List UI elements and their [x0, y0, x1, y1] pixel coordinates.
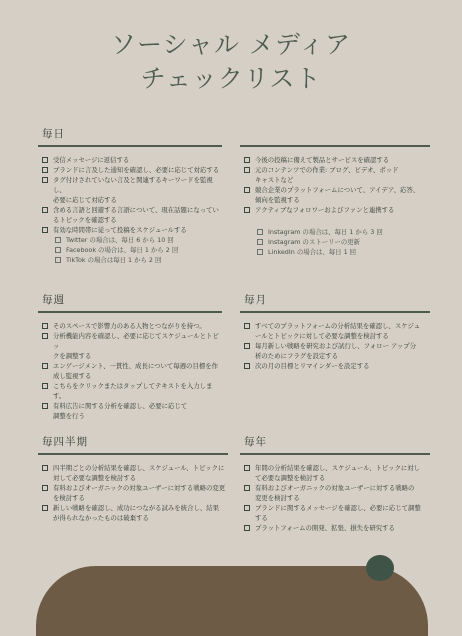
checkbox-icon[interactable] [42, 177, 48, 183]
section-divider [38, 311, 222, 313]
checkbox-icon[interactable] [42, 383, 48, 389]
checklist-item-continuation: るトピックを確認する [53, 216, 117, 224]
checklist-item-continuation: が得られなかったものは破棄する [53, 514, 149, 522]
section-heading-daily: 毎日 [42, 128, 65, 140]
daily-list [38, 155, 222, 265]
checklist-item[interactable]: 元のコンテンツでの作業: ブログ、ビデオ、ポッド [240, 165, 430, 175]
checklist-item-continuation: クを調整する [53, 352, 92, 360]
checkbox-icon[interactable] [244, 505, 250, 511]
section-heading-yearly: 毎年 [244, 436, 267, 448]
checkbox-icon[interactable] [42, 333, 48, 339]
checklist-item[interactable]: タグ付けされていない言及と関連するキーワードを監視し、 [38, 175, 222, 195]
checkbox-icon[interactable] [42, 227, 48, 233]
checklist-item[interactable]: 受信メッセージに返信する [38, 155, 222, 165]
daily-list-right [240, 155, 430, 257]
checkbox-icon[interactable] [257, 249, 263, 255]
checklist-subitem[interactable]: Instagram のストーリーの更新 [240, 237, 430, 247]
checkbox-icon[interactable] [42, 157, 48, 163]
checklist-item[interactable]: プラットフォームの開発、拡張、損失を研究する [240, 523, 430, 533]
checkbox-icon[interactable] [244, 485, 250, 491]
section-heading-weekly: 毎週 [42, 294, 65, 306]
monthly-list [240, 321, 430, 371]
checklist-item[interactable]: ブランドに関するメッセージを確認し、必要に応じて調整 [240, 503, 430, 513]
checklist-item-continuation: 調整を行う [53, 412, 85, 420]
checklist-item[interactable]: こちらをクリックまたはタップしてテキストを入力します。 [38, 381, 222, 401]
yearly-list [240, 463, 430, 533]
checkbox-icon[interactable] [244, 465, 250, 471]
section-daily-right [240, 126, 430, 257]
section-quarterly [38, 434, 228, 523]
checkbox-icon[interactable] [257, 229, 263, 235]
checklist-item[interactable]: 次の月の目標とリマインダーを設定する [240, 361, 430, 371]
checkbox-icon[interactable] [42, 207, 48, 213]
checklist-item[interactable]: エンゲージメント、一貫性、成長について毎週の目標を作 [38, 361, 222, 371]
checklist-item-continuation: 変更を検討する [255, 494, 300, 502]
checklist-item[interactable]: そのスペースで影響力のある人物とつながりを持つ。 [38, 321, 222, 331]
checkbox-icon[interactable] [42, 403, 48, 409]
footer-circle-decoration [366, 555, 394, 581]
section-yearly [240, 434, 430, 533]
checklist-item-continuation: 析のためにフラグを設定する [255, 352, 339, 360]
weekly-list [38, 321, 222, 421]
checkbox-icon[interactable] [42, 485, 48, 491]
checkbox-icon[interactable] [42, 363, 48, 369]
checklist-item[interactable]: 分析機能内容を確認し、必要に応じてスケジュールとトピッ [38, 331, 222, 351]
checkbox-icon[interactable] [244, 207, 250, 213]
checkbox-icon[interactable] [244, 157, 250, 163]
section-monthly [240, 292, 430, 371]
checklist-item[interactable]: 四半期ごとの分析結果を確認し、スケジュール、トピックに [38, 463, 228, 473]
checklist-item[interactable]: 有料広告に関する分析を確認し、必要に応じて [38, 401, 222, 411]
checkbox-icon[interactable] [55, 247, 61, 253]
section-divider [38, 145, 222, 147]
section-divider [240, 145, 430, 147]
quarterly-list [38, 463, 228, 523]
section-daily [38, 126, 222, 265]
section-heading-monthly: 毎月 [244, 294, 267, 306]
checkbox-icon[interactable] [42, 323, 48, 329]
checkbox-icon[interactable] [244, 187, 250, 193]
checklist-subitem[interactable]: Instagram の場合は、毎日 1 から 3 回 [240, 227, 430, 237]
checkbox-icon[interactable] [244, 343, 250, 349]
checklist-item[interactable]: 新しい戦略を確認し、成功につながる試みを統合し、結果 [38, 503, 228, 513]
checklist-item[interactable]: 有料およびオーガニックの対象ユーザーに対する戦略の [240, 483, 430, 493]
checklist-item-continuation: を検討する [53, 494, 85, 502]
checkbox-icon[interactable] [42, 465, 48, 471]
checklist-subitem[interactable]: TikTok の場合は毎日 1 から 2 回 [38, 255, 222, 265]
checklist-item[interactable]: ブランドに言及した通知を確認し、必要に応じて対応する [38, 165, 222, 175]
checklist-subitem[interactable]: LinkedIn の場合は、毎日 1 回 [240, 247, 430, 257]
checklist-item-continuation: キャストなど [255, 176, 294, 184]
checkbox-icon[interactable] [42, 505, 48, 511]
section-heading-quarterly: 毎四半期 [42, 436, 88, 448]
checklist-item[interactable]: アクティブなフォロワーおよびファンと連携する [240, 205, 430, 215]
checklist-item-continuation: 成し監視する [53, 372, 92, 380]
section-divider [38, 453, 228, 455]
checklist-item-continuation: 傾向を監視する [255, 196, 300, 204]
checkbox-icon[interactable] [257, 239, 263, 245]
checkbox-icon[interactable] [55, 257, 61, 263]
checkbox-icon[interactable] [55, 237, 61, 243]
checkbox-icon[interactable] [244, 323, 250, 329]
checklist-item[interactable]: 有料およびオーガニックの対象ユーザーに対する戦略の変更 [38, 483, 228, 493]
checklist-subitem[interactable]: Twitter の場合は、毎日 6 から 10 回 [38, 235, 222, 245]
checklist-item[interactable]: 有効な時間帯に従って投稿をスケジュールする [38, 225, 222, 235]
checklist-item-continuation: て必要な調整を検討する [255, 474, 326, 482]
checklist-item[interactable]: 今後の投稿に備えて製品とサービスを確認する [240, 155, 430, 165]
section-divider [240, 311, 430, 313]
page-title [0, 28, 462, 96]
checkbox-icon[interactable] [244, 167, 250, 173]
checkbox-icon[interactable] [244, 363, 250, 369]
checklist-item-continuation: 対して必要な調整を検討する [53, 474, 137, 482]
title-line-2: チェックリスト [140, 64, 322, 93]
checklist-item[interactable]: すべてのプラットフォームの分析結果を確認し、スケジュ [240, 321, 430, 331]
checkbox-icon[interactable] [244, 525, 250, 531]
checklist-item-continuation: ールとトピックに対して必要な調整を検討する [255, 332, 389, 340]
checklist-item[interactable]: 競合企業のプラットフォームについて、アイデア、応答、 [240, 185, 430, 195]
section-divider [240, 453, 430, 455]
checklist-item[interactable]: 含める言語と回避する言語について、現在話題になってい [38, 205, 222, 215]
checklist-subitem[interactable]: Facebook の場合は、毎日 1 から 2 回 [38, 245, 222, 255]
checklist-item-continuation: 必要に応じて対応する [53, 196, 117, 204]
section-weekly [38, 292, 222, 421]
title-line-1: ソーシャル メディア [111, 30, 351, 59]
checklist-item[interactable]: 毎月新しい戦略を研究および試行し、フォロー アップ分 [240, 341, 430, 351]
checklist-item-continuation: する [255, 514, 268, 522]
checklist-item[interactable]: 年間の分析結果を確認し、スケジュール、トピックに対し [240, 463, 430, 473]
checkbox-icon[interactable] [42, 167, 48, 173]
